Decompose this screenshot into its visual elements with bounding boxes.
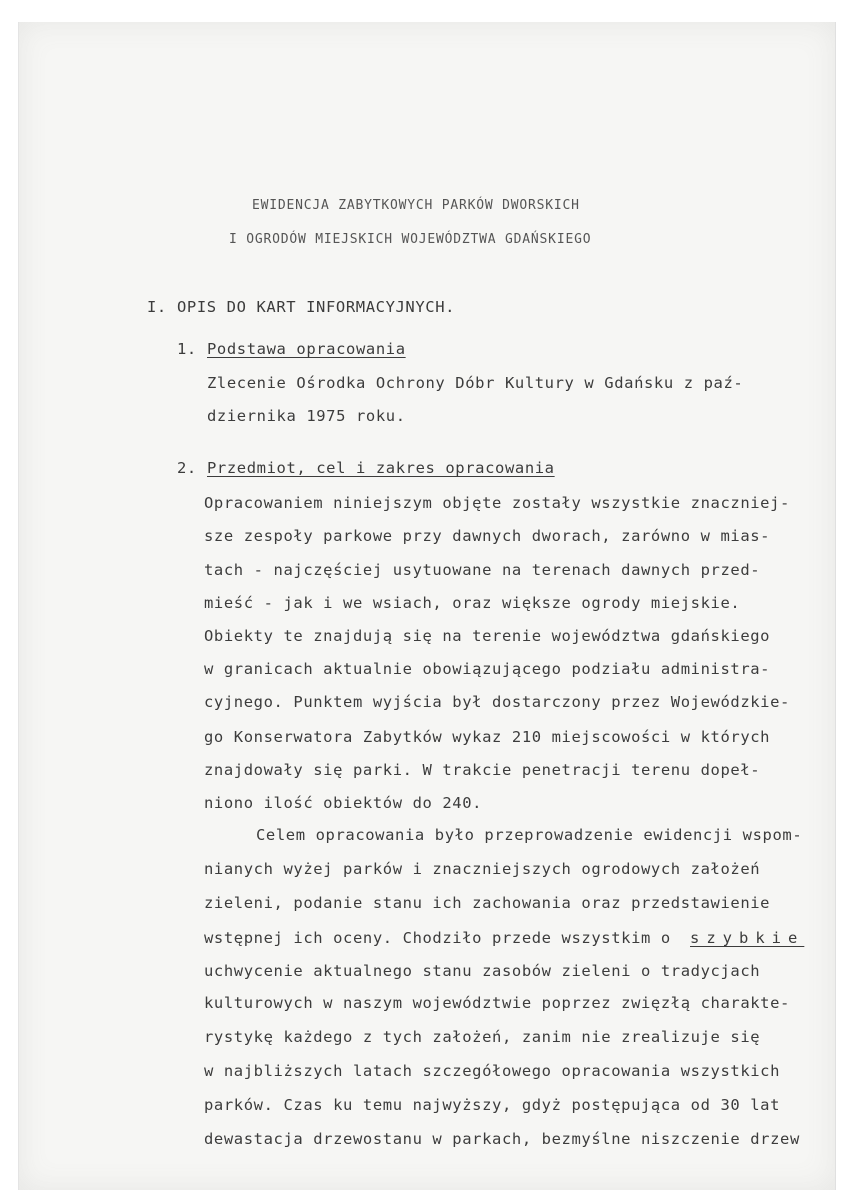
section-number: I. [147,298,167,316]
item-2-line: mieść - jak i we wsiach, oraz większe ogrody miejskie. [204,594,741,612]
paragraph-line: dewastacja drzewostanu w parkach, bezmyślne niszczenie drzew [204,1130,800,1148]
paragraph-line: uchwycenie aktualnego stanu zasobów zieleni o tradycjach [204,962,761,980]
paragraph-line: parków. Czas ku temu najwyższy, gdyż postępująca od 30 lat [204,1096,781,1114]
paragraph-line: rystykę każdego z tych założeń, zanim nie zrealizuje się [204,1028,761,1046]
item-2-line: cyjnego. Punktem wyjścia był dostarczony przez Wojewódzkie- [204,693,790,711]
item-2-number: 2. [177,459,197,477]
emphasized-word: szybkie [690,929,805,947]
item-2-line: go Konserwatora Zabytków wykaz 210 miejscowości w których [204,728,771,746]
item-2-line: Obiekty te znajdują się na terenie województwa gdańskiego [204,627,771,645]
item-2-line: sze zespoły parkowe przy dawnych dworach, zarówno w mias- [204,527,771,545]
paragraph-line: Celem opracowania było przeprowadzenie ewidencji wspom- [256,826,803,844]
item-2-line: niono ilość obiektów do 240. [204,794,483,812]
paragraph-line: zieleni, podanie stanu ich zachowania oraz przedstawienie [204,894,771,912]
item-2-heading: Przedmiot, cel i zakres opracowania [207,459,555,477]
item-1-line: Zlecenie Ośrodka Ochrony Dóbr Kultury w Gdańsku z paź- [207,374,744,392]
paragraph-line: wstępnej ich oceny. Chodziło przede wszystkim o [204,929,671,947]
item-2-line: tach - najczęściej usytuowane na terenach dawnych przed- [204,561,761,579]
item-2-line: znajdowały się parki. W trakcie penetracji terenu dopeł- [204,761,761,779]
paragraph-line: nianych wyżej parków i znaczniejszych ogrodowych założeń [204,860,761,878]
item-2-line: Opracowaniem niniejszym objęte zostały wszystkie znaczniej- [204,494,790,512]
document-title-line-2: I OGRODÓW MIEJSKICH WOJEWÓDZTWA GDAŃSKIEGO [229,232,592,247]
section-heading: OPIS DO KART INFORMACYJNYCH. [177,298,456,316]
item-1-number: 1. [177,340,197,358]
item-1-line: dziernika 1975 roku. [207,407,406,425]
paragraph-line: kulturowych w naszym województwie poprzez zwięzłą charakte- [204,994,790,1012]
document-title-line-1: EWIDENCJA ZABYTKOWYCH PARKÓW DWORSKICH [252,198,580,213]
item-2-line: w granicach aktualnie obowiązującego podziału administra- [204,660,771,678]
paragraph-line: w najbliższych latach szczegółowego opracowania wszystkich [204,1062,781,1080]
item-1-heading: Podstawa opracowania [207,340,406,358]
